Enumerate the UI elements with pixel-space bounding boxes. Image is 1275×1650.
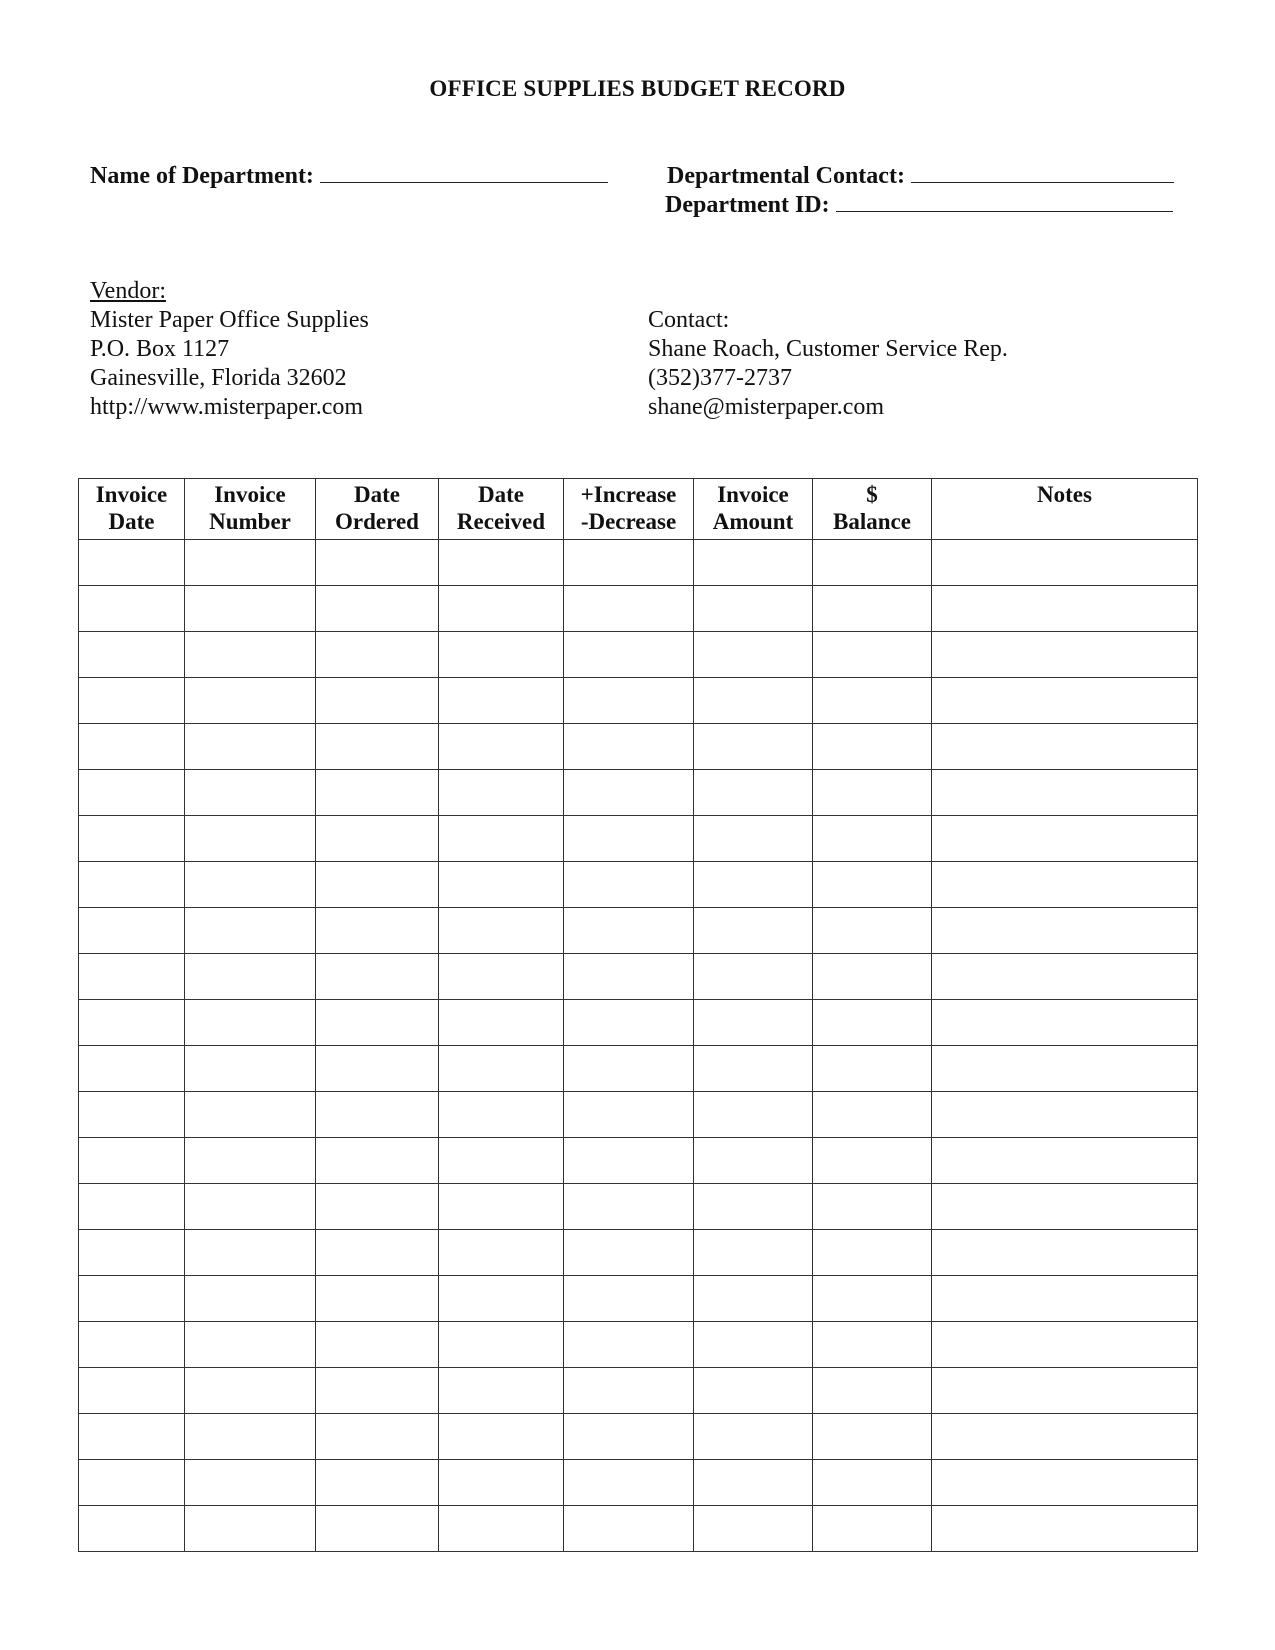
table-cell[interactable] <box>694 1414 813 1460</box>
table-cell[interactable] <box>79 1138 185 1184</box>
vendor-name: Mister Paper Office Supplies <box>90 307 369 333</box>
table-cell[interactable] <box>439 540 564 586</box>
table-cell[interactable] <box>185 540 316 586</box>
table-cell[interactable] <box>185 954 316 1000</box>
column-header-line1: Date <box>478 482 524 507</box>
table-cell[interactable] <box>439 678 564 724</box>
table-cell[interactable] <box>813 632 932 678</box>
table-cell[interactable] <box>694 1092 813 1138</box>
table-cell[interactable] <box>694 1322 813 1368</box>
departmental-contact-blank[interactable] <box>911 162 1174 183</box>
table-row <box>79 1506 1198 1552</box>
table-cell[interactable] <box>813 954 932 1000</box>
table-cell[interactable] <box>79 1184 185 1230</box>
table-cell[interactable] <box>694 1184 813 1230</box>
table-cell[interactable] <box>813 816 932 862</box>
table-cell[interactable] <box>185 1414 316 1460</box>
table-cell[interactable] <box>439 1506 564 1552</box>
column-header <box>79 479 185 540</box>
table-row <box>79 1322 1198 1368</box>
table-row <box>79 632 1198 678</box>
table-cell[interactable] <box>932 1046 1198 1092</box>
column-header <box>932 479 1198 540</box>
table-cell[interactable] <box>439 1000 564 1046</box>
table-cell[interactable] <box>185 770 316 816</box>
table-cell[interactable] <box>185 1368 316 1414</box>
table-cell[interactable] <box>564 1368 694 1414</box>
table-cell[interactable] <box>316 954 439 1000</box>
vendor-label: Vendor: <box>90 278 166 304</box>
table-cell[interactable] <box>79 1368 185 1414</box>
column-header <box>316 479 439 540</box>
table-row <box>79 770 1198 816</box>
table-row <box>79 678 1198 724</box>
table-cell[interactable] <box>79 1460 185 1506</box>
table-cell[interactable] <box>564 1506 694 1552</box>
table-cell[interactable] <box>813 770 932 816</box>
table-cell[interactable] <box>694 1276 813 1322</box>
table-cell[interactable] <box>813 1000 932 1046</box>
column-header-line2: Number <box>209 509 291 534</box>
table-cell[interactable] <box>694 586 813 632</box>
table-cell[interactable] <box>932 1092 1198 1138</box>
table-cell[interactable] <box>185 1230 316 1276</box>
table-cell[interactable] <box>932 816 1198 862</box>
table-cell[interactable] <box>185 678 316 724</box>
table-cell[interactable] <box>932 1414 1198 1460</box>
table-cell[interactable] <box>316 1046 439 1092</box>
column-header-line1: Date <box>354 482 400 507</box>
table-cell[interactable] <box>316 908 439 954</box>
table-cell[interactable] <box>79 678 185 724</box>
table-cell[interactable] <box>564 862 694 908</box>
table-header-row <box>79 479 1198 540</box>
table-cell[interactable] <box>316 1230 439 1276</box>
table-cell[interactable] <box>439 770 564 816</box>
table-cell[interactable] <box>185 1138 316 1184</box>
table-cell[interactable] <box>439 1322 564 1368</box>
table-cell[interactable] <box>694 1000 813 1046</box>
table-cell[interactable] <box>79 908 185 954</box>
table-cell[interactable] <box>79 632 185 678</box>
table-cell[interactable] <box>564 632 694 678</box>
table-row <box>79 540 1198 586</box>
table-cell[interactable] <box>439 1460 564 1506</box>
table-cell[interactable] <box>185 908 316 954</box>
table-cell[interactable] <box>564 954 694 1000</box>
vendor-address-line2: Gainesville, Florida 32602 <box>90 365 347 391</box>
table-cell[interactable] <box>439 1230 564 1276</box>
table-cell[interactable] <box>185 1460 316 1506</box>
table-row <box>79 1046 1198 1092</box>
column-header-line1: Notes <box>1037 482 1092 507</box>
table-cell[interactable] <box>79 1092 185 1138</box>
table-cell[interactable] <box>439 862 564 908</box>
table-cell[interactable] <box>564 1092 694 1138</box>
table-cell[interactable] <box>316 678 439 724</box>
department-id-blank[interactable] <box>836 191 1173 212</box>
table-cell[interactable] <box>564 678 694 724</box>
table-row <box>79 1092 1198 1138</box>
table-cell[interactable] <box>439 1184 564 1230</box>
department-name-field[interactable] <box>90 162 608 190</box>
table-cell[interactable] <box>564 816 694 862</box>
column-header-line1: $ <box>866 482 878 507</box>
table-cell[interactable] <box>79 724 185 770</box>
table-cell[interactable] <box>813 678 932 724</box>
table-cell[interactable] <box>316 816 439 862</box>
table-cell[interactable] <box>932 1184 1198 1230</box>
table-cell[interactable] <box>439 816 564 862</box>
table-cell[interactable] <box>932 1506 1198 1552</box>
column-header-line2: Amount <box>712 509 794 534</box>
table-cell[interactable] <box>79 540 185 586</box>
department-name-label: Name of Department: <box>90 163 314 189</box>
table-cell[interactable] <box>439 724 564 770</box>
table-cell[interactable] <box>79 1506 185 1552</box>
table-cell[interactable] <box>79 1046 185 1092</box>
column-header-line2: -Decrease <box>580 509 677 534</box>
table-cell[interactable] <box>694 770 813 816</box>
table-cell[interactable] <box>564 1460 694 1506</box>
table-cell[interactable] <box>932 724 1198 770</box>
table-cell[interactable] <box>79 770 185 816</box>
table-cell[interactable] <box>185 724 316 770</box>
table-cell[interactable] <box>316 1414 439 1460</box>
table-cell[interactable] <box>694 1460 813 1506</box>
departmental-contact-field[interactable] <box>667 162 1174 190</box>
table-cell[interactable] <box>185 1276 316 1322</box>
table-cell[interactable] <box>79 1230 185 1276</box>
table-cell[interactable] <box>316 862 439 908</box>
table-row <box>79 1138 1198 1184</box>
column-header-line1: +Increase <box>580 482 677 507</box>
table-cell[interactable] <box>564 586 694 632</box>
table-cell[interactable] <box>564 540 694 586</box>
table-cell[interactable] <box>694 1046 813 1092</box>
table-cell[interactable] <box>932 770 1198 816</box>
document-title: OFFICE SUPPLIES BUDGET RECORD <box>429 76 846 101</box>
table-row <box>79 724 1198 770</box>
table-row <box>79 586 1198 632</box>
table-cell[interactable] <box>439 1414 564 1460</box>
table-cell[interactable] <box>439 908 564 954</box>
table-cell[interactable] <box>813 1138 932 1184</box>
table-cell[interactable] <box>813 908 932 954</box>
table-cell[interactable] <box>932 678 1198 724</box>
table-cell[interactable] <box>813 724 932 770</box>
table-cell[interactable] <box>439 1368 564 1414</box>
column-header-line2: Date <box>108 509 155 534</box>
table-cell[interactable] <box>316 1276 439 1322</box>
table-cell[interactable] <box>813 862 932 908</box>
table-cell[interactable] <box>694 1368 813 1414</box>
table-cell[interactable] <box>564 724 694 770</box>
table-row <box>79 1460 1198 1506</box>
table-cell[interactable] <box>316 1000 439 1046</box>
column-header-line1: Invoice <box>214 482 286 507</box>
table-cell[interactable] <box>932 540 1198 586</box>
table-cell[interactable] <box>185 862 316 908</box>
table-cell[interactable] <box>813 1092 932 1138</box>
table-cell[interactable] <box>439 954 564 1000</box>
table-cell[interactable] <box>316 1184 439 1230</box>
table-cell[interactable] <box>694 1230 813 1276</box>
table-cell[interactable] <box>694 724 813 770</box>
column-header-line1: Invoice <box>95 482 168 507</box>
table-cell[interactable] <box>932 1230 1198 1276</box>
table-cell[interactable] <box>694 540 813 586</box>
table-cell[interactable] <box>694 816 813 862</box>
table-cell[interactable] <box>439 1092 564 1138</box>
table-cell[interactable] <box>932 1138 1198 1184</box>
table-cell[interactable] <box>694 954 813 1000</box>
table-cell[interactable] <box>932 862 1198 908</box>
table-cell[interactable] <box>564 1138 694 1184</box>
table-cell[interactable] <box>932 1460 1198 1506</box>
departmental-contact-label: Departmental Contact: <box>667 163 905 189</box>
table-cell[interactable] <box>316 1138 439 1184</box>
table-cell[interactable] <box>185 1184 316 1230</box>
table-cell[interactable] <box>185 1092 316 1138</box>
table-cell[interactable] <box>439 1276 564 1322</box>
table-cell[interactable] <box>932 1000 1198 1046</box>
table-cell[interactable] <box>79 586 185 632</box>
table-cell[interactable] <box>564 1230 694 1276</box>
table-cell[interactable] <box>316 1368 439 1414</box>
table-cell[interactable] <box>932 1276 1198 1322</box>
table-cell[interactable] <box>694 1138 813 1184</box>
department-name-blank[interactable] <box>320 162 608 183</box>
table-cell[interactable] <box>79 1000 185 1046</box>
table-cell[interactable] <box>79 862 185 908</box>
table-cell[interactable] <box>564 1322 694 1368</box>
table-cell[interactable] <box>185 1322 316 1368</box>
column-header <box>439 479 564 540</box>
column-header-line1: Invoice <box>717 482 789 507</box>
table-cell[interactable] <box>932 954 1198 1000</box>
table-cell[interactable] <box>316 586 439 632</box>
table-cell[interactable] <box>316 1506 439 1552</box>
table-cell[interactable] <box>79 954 185 1000</box>
table-cell[interactable] <box>694 1506 813 1552</box>
table-cell[interactable] <box>439 632 564 678</box>
table-cell[interactable] <box>185 1046 316 1092</box>
table-cell[interactable] <box>813 1506 932 1552</box>
table-cell[interactable] <box>932 1368 1198 1414</box>
table-cell[interactable] <box>316 1092 439 1138</box>
table-cell[interactable] <box>932 586 1198 632</box>
contact-email: shane@misterpaper.com <box>648 394 885 420</box>
table-cell[interactable] <box>316 1322 439 1368</box>
column-header <box>185 479 316 540</box>
table-row <box>79 1230 1198 1276</box>
table-cell[interactable] <box>564 1414 694 1460</box>
table-cell[interactable] <box>439 1046 564 1092</box>
column-header-line2: Balance <box>833 509 911 534</box>
table-row <box>79 1414 1198 1460</box>
contact-phone: (352)377-2737 <box>648 365 792 391</box>
vendor-address-line1: P.O. Box 1127 <box>90 336 230 362</box>
table-row <box>79 908 1198 954</box>
table-cell[interactable] <box>813 1322 932 1368</box>
table-cell[interactable] <box>813 1368 932 1414</box>
table-cell[interactable] <box>694 678 813 724</box>
column-header-line2: Ordered <box>335 509 419 534</box>
table-cell[interactable] <box>79 1276 185 1322</box>
table-cell[interactable] <box>694 862 813 908</box>
column-header <box>813 479 932 540</box>
table-cell[interactable] <box>932 908 1198 954</box>
column-header <box>564 479 694 540</box>
table-cell[interactable] <box>564 1276 694 1322</box>
table-cell[interactable] <box>564 1000 694 1046</box>
table-cell[interactable] <box>439 586 564 632</box>
table-row <box>79 954 1198 1000</box>
vendor-block <box>90 277 369 422</box>
table-cell[interactable] <box>564 1046 694 1092</box>
table-cell[interactable] <box>316 540 439 586</box>
table-cell[interactable] <box>316 632 439 678</box>
budget-ledger-table <box>78 478 1198 1552</box>
table-row <box>79 862 1198 908</box>
column-header-line2: Received <box>456 509 546 534</box>
table-cell[interactable] <box>813 1276 932 1322</box>
table-cell[interactable] <box>316 1460 439 1506</box>
table-row <box>79 1000 1198 1046</box>
table-row <box>79 1276 1198 1322</box>
table-row <box>79 1368 1198 1414</box>
table-cell[interactable] <box>694 908 813 954</box>
table-cell[interactable] <box>185 1506 316 1552</box>
table-cell[interactable] <box>813 540 932 586</box>
table-row <box>79 816 1198 862</box>
table-body <box>79 540 1198 1552</box>
table-cell[interactable] <box>185 586 316 632</box>
table-cell[interactable] <box>813 586 932 632</box>
table-row <box>79 1184 1198 1230</box>
contact-name: Shane Roach, Customer Service Rep. <box>648 336 1008 362</box>
vendor-website: http://www.misterpaper.com <box>90 394 364 420</box>
table-cell[interactable] <box>564 1184 694 1230</box>
table-cell[interactable] <box>813 1046 932 1092</box>
column-header <box>694 479 813 540</box>
table-cell[interactable] <box>316 770 439 816</box>
department-id-label: Department ID: <box>665 192 830 218</box>
table-cell[interactable] <box>813 1460 932 1506</box>
table-cell[interactable] <box>932 1322 1198 1368</box>
department-id-field[interactable] <box>665 191 1173 219</box>
table-cell[interactable] <box>79 816 185 862</box>
contact-block <box>648 306 1008 422</box>
table-cell[interactable] <box>79 1414 185 1460</box>
table-cell[interactable] <box>813 1230 932 1276</box>
table-cell[interactable] <box>316 724 439 770</box>
table-cell[interactable] <box>185 816 316 862</box>
contact-label: Contact: <box>648 307 730 333</box>
table-cell[interactable] <box>694 632 813 678</box>
table-cell[interactable] <box>813 1184 932 1230</box>
table-cell[interactable] <box>439 1138 564 1184</box>
table-cell[interactable] <box>79 1322 185 1368</box>
table-cell[interactable] <box>932 632 1198 678</box>
table-cell[interactable] <box>813 1414 932 1460</box>
table-cell[interactable] <box>185 1000 316 1046</box>
table-cell[interactable] <box>564 908 694 954</box>
table-cell[interactable] <box>564 770 694 816</box>
table-cell[interactable] <box>185 632 316 678</box>
